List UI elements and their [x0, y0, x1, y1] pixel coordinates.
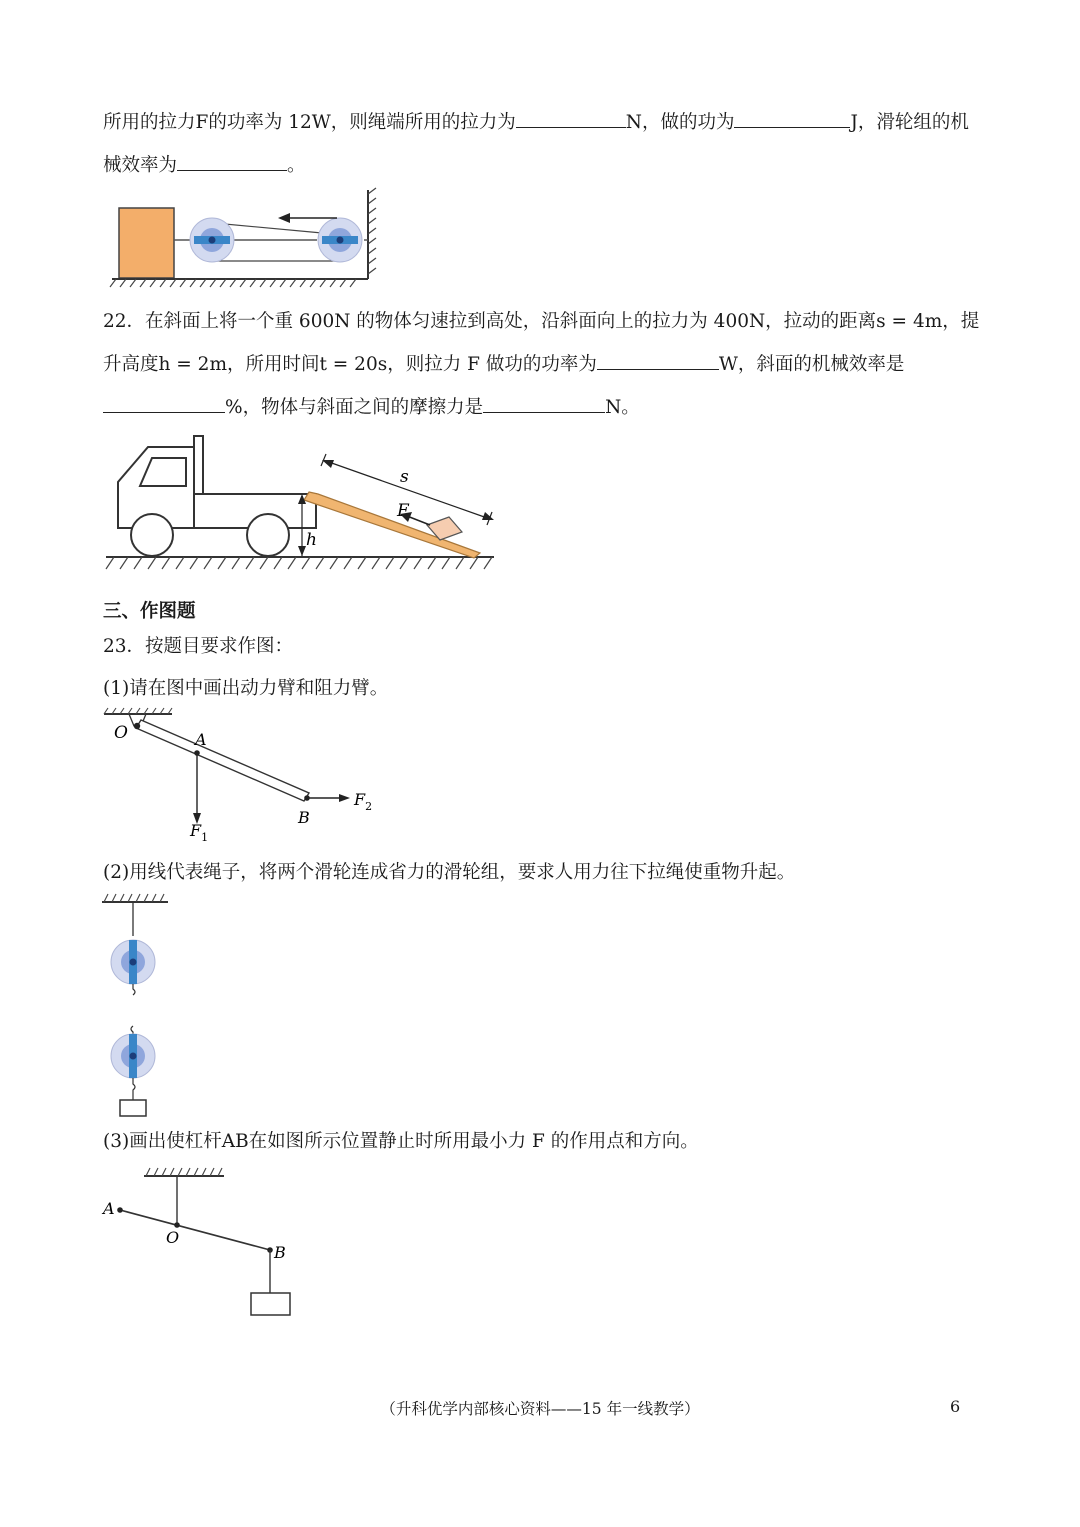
q22-text-3a: %，物体与斜面之间的摩擦力是	[225, 397, 484, 418]
label-O: O	[166, 1228, 180, 1247]
force-arrow	[407, 516, 430, 525]
q21-text-e: 。	[287, 155, 306, 176]
answer-blank-power[interactable]	[597, 351, 719, 370]
label-F: F	[397, 501, 409, 521]
lever-figure-1	[104, 708, 384, 848]
q22-text-2a: 升高度h = 2m，所用时间t = 20s，则拉力 F 做功的功率为	[103, 354, 597, 375]
block-object	[119, 208, 174, 278]
label-F2: $F_2$	[354, 790, 373, 813]
answer-blank-incline-efficiency[interactable]	[103, 394, 225, 413]
truck	[118, 436, 316, 556]
weight-box	[120, 1100, 146, 1116]
q23-part1: (1)请在图中画出动力臂和阻力臂。	[103, 678, 389, 699]
answer-blank-work[interactable]	[734, 109, 850, 128]
page-footer: （升科优学内部核心资料——15 年一线教学）	[380, 1400, 700, 1418]
answer-blank-force[interactable]	[516, 109, 626, 128]
label-F1: $F_1$	[190, 821, 209, 844]
movable-pulley	[111, 1034, 155, 1078]
label-A: A	[195, 730, 207, 749]
q22-line3	[103, 393, 640, 419]
lever-figure-3	[100, 1162, 300, 1322]
q22-text-2b: W，斜面的机械效率是	[718, 354, 905, 375]
page-number: 6	[950, 1397, 961, 1416]
truck-ramp-figure	[104, 432, 499, 577]
q22-text-3b: N。	[605, 397, 640, 418]
q23-part3: (3)画出使杠杆AB在如图所示位置静止时所用最小力 F 的作用点和方向。	[103, 1131, 699, 1152]
fixed-pulley	[111, 940, 155, 984]
label-O: O	[114, 723, 128, 743]
q21-text-b: N，做的功为	[625, 112, 735, 133]
q22-text-1: 22．在斜面上将一个重 600N 的物体匀速拉到高处，沿斜面向上的拉力为 400N，拉动的距离s = 4m，提	[103, 311, 980, 332]
lever-bar	[120, 1210, 270, 1250]
q21-text-a: 所用的拉力F的功率为 12W，则绳端所用的拉力为	[103, 112, 516, 133]
label-h: h	[306, 530, 317, 550]
label-B: B	[298, 808, 310, 827]
q21-line2	[103, 151, 306, 177]
answer-blank-friction[interactable]	[483, 394, 605, 413]
weight-box	[251, 1293, 290, 1315]
answer-blank-efficiency[interactable]	[177, 152, 287, 171]
q21-line1	[103, 108, 969, 134]
q22-line2	[103, 350, 904, 376]
lever-bar	[136, 720, 309, 801]
pulley-pair-figure	[100, 888, 180, 1120]
label-s: s	[400, 467, 409, 487]
q22-line1	[103, 307, 979, 333]
q23-title: 23．按题目要求作图：	[103, 636, 294, 657]
pulley-system-figure	[112, 188, 382, 288]
q21-text-d: 械效率为	[103, 155, 178, 176]
section-heading: 三、作图题	[103, 601, 196, 622]
movable-pulley	[190, 218, 234, 262]
label-B: B	[274, 1243, 286, 1262]
label-A: A	[103, 1199, 115, 1218]
q21-text-c: J，滑轮组的机	[850, 112, 969, 133]
fixed-pulley	[318, 218, 362, 262]
q23-part2: (2)用线代表绳子，将两个滑轮连成省力的滑轮组，要求人用力往下拉绳使重物升起。	[103, 862, 796, 883]
